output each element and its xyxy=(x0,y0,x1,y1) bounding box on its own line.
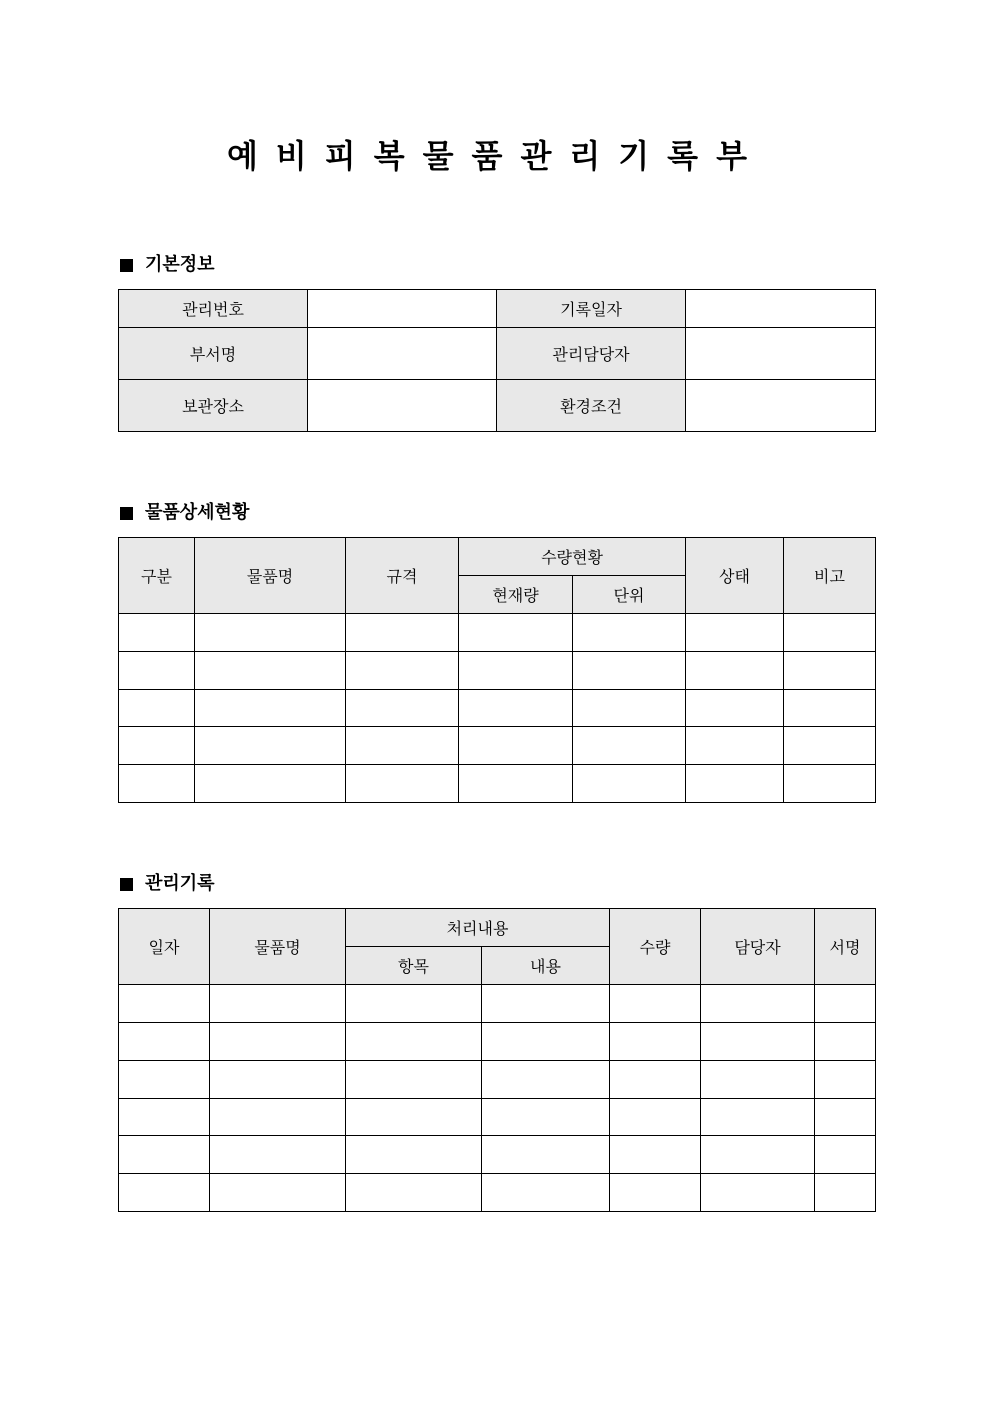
cell-current-qty[interactable] xyxy=(459,765,573,803)
cell-current-qty[interactable] xyxy=(459,652,573,690)
cell-date[interactable] xyxy=(119,1023,210,1061)
table-row xyxy=(119,652,876,690)
table-row xyxy=(119,614,876,652)
manager-field[interactable] xyxy=(686,328,876,380)
cell-item-name[interactable] xyxy=(210,1174,346,1212)
cell-condition[interactable] xyxy=(686,614,784,652)
cell-signature[interactable] xyxy=(815,1023,876,1061)
cell-category[interactable] xyxy=(119,690,195,727)
cell-condition[interactable] xyxy=(686,727,784,765)
cell-manager[interactable] xyxy=(701,1061,815,1099)
cell-date[interactable] xyxy=(119,1136,210,1174)
cell-quantity[interactable] xyxy=(610,1174,701,1212)
table-row xyxy=(119,290,876,328)
cell-quantity[interactable] xyxy=(610,1099,701,1136)
label-storage-location: 보관장소 xyxy=(119,380,308,432)
cell-remarks[interactable] xyxy=(784,690,876,727)
storage-location-field[interactable] xyxy=(308,380,497,432)
table-row xyxy=(119,1023,876,1061)
header-current-qty: 현재량 xyxy=(459,576,573,614)
cell-condition[interactable] xyxy=(686,690,784,727)
header-quantity: 수량 xyxy=(610,909,701,985)
table-row xyxy=(119,727,876,765)
cell-category[interactable] xyxy=(119,727,195,765)
header-item-name: 물품명 xyxy=(195,538,346,614)
cell-item[interactable] xyxy=(346,985,482,1023)
cell-current-qty[interactable] xyxy=(459,727,573,765)
cell-content[interactable] xyxy=(482,1099,610,1136)
cell-quantity[interactable] xyxy=(610,985,701,1023)
environment-field[interactable] xyxy=(686,380,876,432)
cell-category[interactable] xyxy=(119,614,195,652)
cell-item-name[interactable] xyxy=(195,690,346,727)
cell-content[interactable] xyxy=(482,1023,610,1061)
header-date: 일자 xyxy=(119,909,210,985)
cell-remarks[interactable] xyxy=(784,727,876,765)
cell-item[interactable] xyxy=(346,1061,482,1099)
cell-manager[interactable] xyxy=(701,1136,815,1174)
label-record-date: 기록일자 xyxy=(497,290,686,328)
cell-item-name[interactable] xyxy=(210,1099,346,1136)
square-bullet-icon xyxy=(120,507,133,520)
section-title: 기본정보 xyxy=(145,254,215,275)
cell-manager[interactable] xyxy=(701,985,815,1023)
cell-item[interactable] xyxy=(346,1099,482,1136)
header-category: 구분 xyxy=(119,538,195,614)
square-bullet-icon xyxy=(120,259,133,272)
cell-unit[interactable] xyxy=(573,727,686,765)
cell-category[interactable] xyxy=(119,652,195,690)
cell-item-name[interactable] xyxy=(195,614,346,652)
cell-manager[interactable] xyxy=(701,1023,815,1061)
table-row xyxy=(119,1136,876,1174)
cell-signature[interactable] xyxy=(815,985,876,1023)
cell-remarks[interactable] xyxy=(784,652,876,690)
cell-date[interactable] xyxy=(119,1061,210,1099)
cell-signature[interactable] xyxy=(815,1136,876,1174)
header-spec: 규격 xyxy=(346,538,459,614)
square-bullet-icon xyxy=(120,878,133,891)
header-quantity-status: 수량현황 xyxy=(459,538,686,576)
cell-spec[interactable] xyxy=(346,727,459,765)
cell-item-name[interactable] xyxy=(195,765,346,803)
header-signature: 서명 xyxy=(815,909,876,985)
cell-content[interactable] xyxy=(482,1136,610,1174)
section-heading-management-log xyxy=(120,871,215,897)
cell-manager[interactable] xyxy=(701,1099,815,1136)
section-title: 물품상세현황 xyxy=(145,502,250,523)
table-row xyxy=(119,1099,876,1136)
section-title: 관리기록 xyxy=(145,873,215,894)
label-environment: 환경조건 xyxy=(497,380,686,432)
cell-spec[interactable] xyxy=(346,652,459,690)
cell-spec[interactable] xyxy=(346,765,459,803)
table-row xyxy=(119,328,876,380)
cell-item[interactable] xyxy=(346,1023,482,1061)
cell-item-name[interactable] xyxy=(210,985,346,1023)
cell-unit[interactable] xyxy=(573,652,686,690)
cell-content[interactable] xyxy=(482,985,610,1023)
cell-date[interactable] xyxy=(119,1099,210,1136)
document-title: 예비피복물품관리기록부 xyxy=(226,137,766,175)
table-row xyxy=(119,985,876,1023)
header-remarks: 비고 xyxy=(784,538,876,614)
header-unit: 단위 xyxy=(573,576,686,614)
cell-item-name[interactable] xyxy=(210,1023,346,1061)
cell-manager[interactable] xyxy=(701,1174,815,1212)
cell-signature[interactable] xyxy=(815,1061,876,1099)
cell-item-name[interactable] xyxy=(210,1136,346,1174)
cell-spec[interactable] xyxy=(346,614,459,652)
label-manager: 관리담당자 xyxy=(497,328,686,380)
table-row xyxy=(119,1174,876,1212)
cell-condition[interactable] xyxy=(686,765,784,803)
cell-remarks[interactable] xyxy=(784,614,876,652)
table-row xyxy=(119,1061,876,1099)
cell-unit[interactable] xyxy=(573,765,686,803)
cell-item[interactable] xyxy=(346,1136,482,1174)
basic-info-table xyxy=(118,289,876,432)
cell-quantity[interactable] xyxy=(610,1136,701,1174)
cell-category[interactable] xyxy=(119,765,195,803)
cell-current-qty[interactable] xyxy=(459,614,573,652)
cell-unit[interactable] xyxy=(573,614,686,652)
cell-content[interactable] xyxy=(482,1061,610,1099)
label-management-number: 관리번호 xyxy=(119,290,308,328)
header-item: 항목 xyxy=(346,947,482,985)
cell-unit[interactable] xyxy=(573,690,686,727)
cell-quantity[interactable] xyxy=(610,1023,701,1061)
header-row xyxy=(119,909,876,947)
label-department: 부서명 xyxy=(119,328,308,380)
header-row xyxy=(119,538,876,576)
cell-current-qty[interactable] xyxy=(459,690,573,727)
header-processing: 처리내용 xyxy=(346,909,610,947)
section-heading-item-status xyxy=(120,500,249,526)
cell-signature[interactable] xyxy=(815,1099,876,1136)
cell-item-name[interactable] xyxy=(210,1061,346,1099)
header-content: 내용 xyxy=(482,947,610,985)
table-row xyxy=(119,690,876,727)
cell-date[interactable] xyxy=(119,985,210,1023)
cell-item-name[interactable] xyxy=(195,652,346,690)
header-manager: 담당자 xyxy=(701,909,815,985)
header-item-name: 물품명 xyxy=(210,909,346,985)
cell-item-name[interactable] xyxy=(195,727,346,765)
table-row xyxy=(119,380,876,432)
cell-remarks[interactable] xyxy=(784,765,876,803)
cell-item[interactable] xyxy=(346,1174,482,1212)
section-heading-basic-info xyxy=(120,252,215,278)
header-condition: 상태 xyxy=(686,538,784,614)
cell-quantity[interactable] xyxy=(610,1061,701,1099)
cell-condition[interactable] xyxy=(686,652,784,690)
table-row xyxy=(119,765,876,803)
cell-date[interactable] xyxy=(119,1174,210,1212)
item-status-table xyxy=(118,537,876,803)
cell-signature[interactable] xyxy=(815,1174,876,1212)
record-date-field[interactable] xyxy=(686,290,876,328)
cell-content[interactable] xyxy=(482,1174,610,1212)
department-field[interactable] xyxy=(308,328,497,380)
management-number-field[interactable] xyxy=(308,290,497,328)
cell-spec[interactable] xyxy=(346,690,459,727)
management-log-table xyxy=(118,908,876,1212)
